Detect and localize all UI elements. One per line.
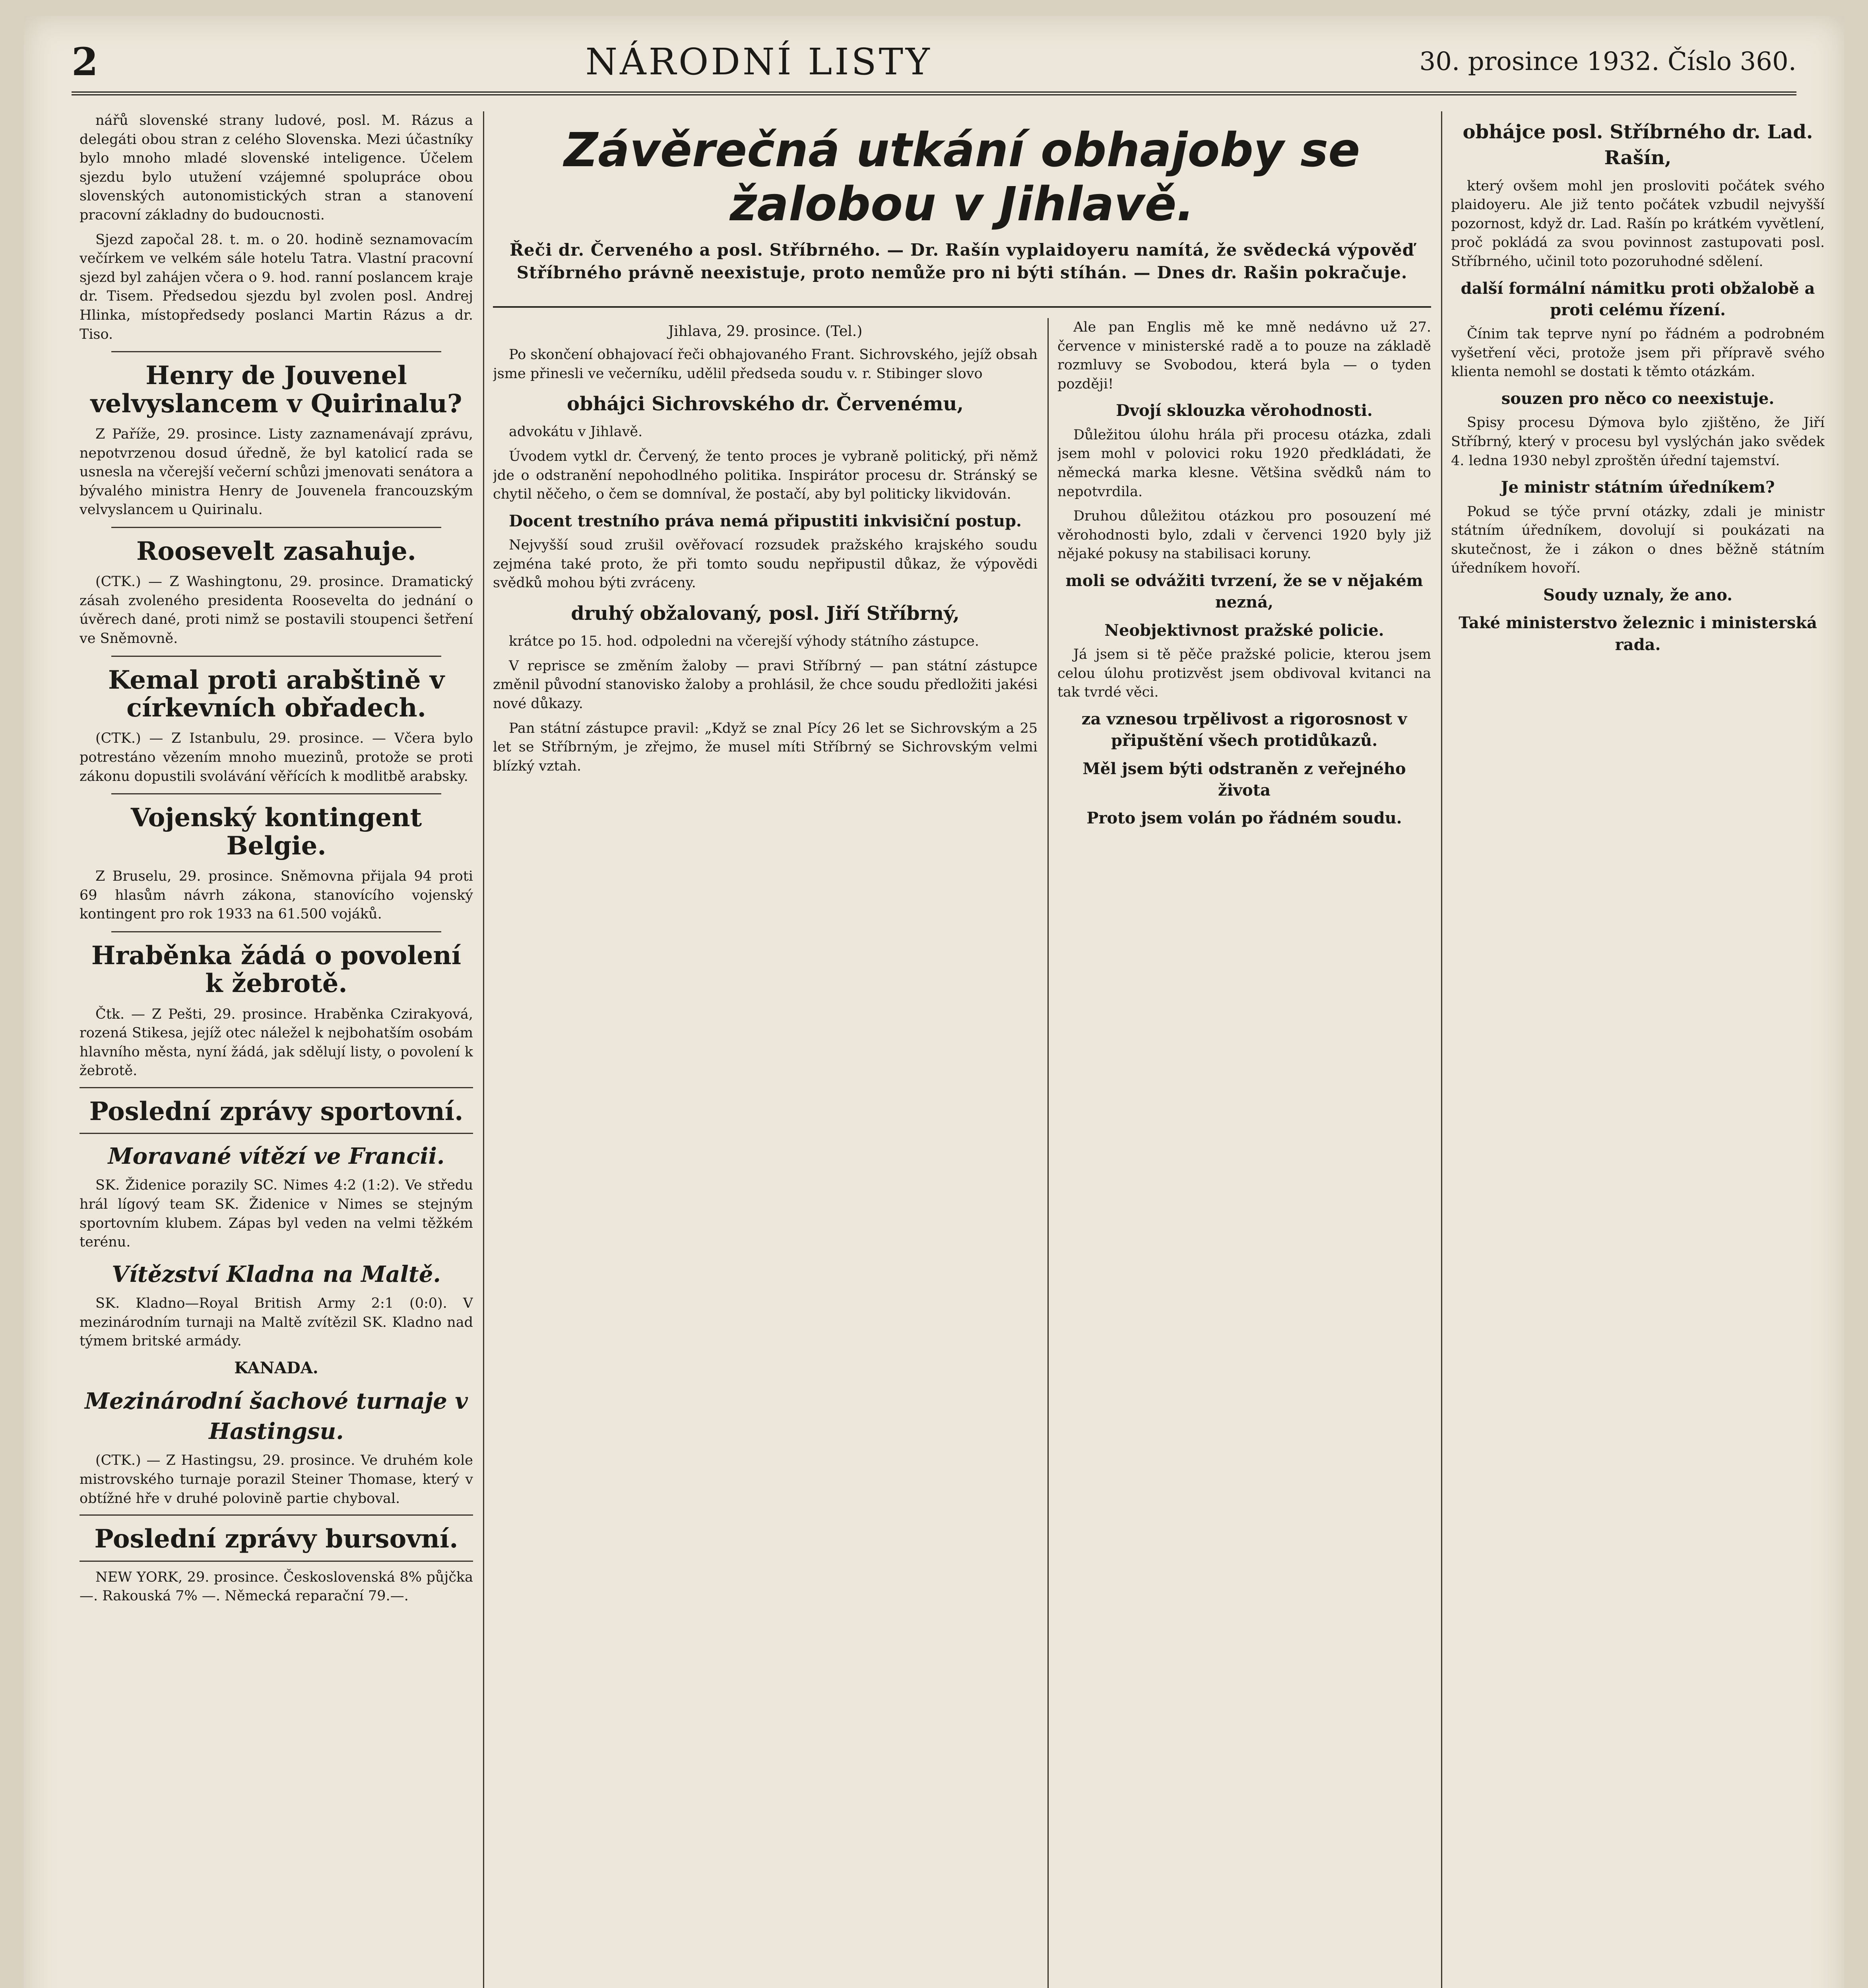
- newspaper-page: [24, 16, 1844, 1988]
- article-text: (CTK.) — Z Istanbulu, 29. prosince. — Včera bylo potrestáno vězením mnoho muezinů, protože se proti zákonu dopustili svolávání věřících k modlitbě arabsky.: [80, 730, 473, 784]
- subheadline: obhájci Sichrovského dr. Červenému,: [567, 393, 964, 415]
- subheadline: Neobjektivnost pražské policie.: [1104, 621, 1384, 640]
- subheadline: Je ministr státním úředníkem?: [1501, 478, 1775, 497]
- article-text: Pan státní zástupce pravil: „Když se znal Pícy 26 let se Sichrovským a 25 let se Stříbrným, je zřejmo, že musel míti Stříbrný se Sichrovským velmi blízký vztah.: [493, 720, 1038, 774]
- article-text: Z Paříže, 29. prosince. Listy zaznamenávají zprávu, nepotvrzenou dosud úředně, že byl katolicí rada se usnesla na včerejší večerní schůzi jmenovati senátora a bývalého ministra Henry de Jouvenela francouzským velvyslancem u Quirinalu.: [80, 426, 473, 518]
- headline: Mezinárodní šachové turnaje v Hastingsu.: [85, 1388, 468, 1445]
- article-text: (CTK.) — Z Washingtonu, 29. prosince. Dramatický zásah zvoleného presidenta Roosevelta do jednání o úvěrech dané, proti nimž se postavili stoupenci šetření ve Sněmovně.: [80, 574, 473, 647]
- column-3: [1057, 318, 1431, 1988]
- article-text: Úvodem vytkl dr. Červený, že tento proces je vybraně politický, při němž jde o odstranění nepohodlného politika. Inspirátor procesu dr. Stránský se chytil něčeho, o čem se domníval, že postačí, aby byl politicky likvidován.: [493, 448, 1038, 503]
- article-text: Po skončení obhajovací řeči obhajovaného Frant. Sichrovského, jejíž obsah jsme přinesli ve večerníku, udělil předseda soudu v. r. Stibinger slovo: [493, 346, 1038, 382]
- column-1: [80, 111, 473, 1988]
- column-4: [1451, 111, 1825, 1988]
- article-text: Z Bruselu, 29. prosince. Sněmovna přijala 94 proti 69 hlasům návrh zákona, stanovícího vojenský kontingent pro rok 1933 na 61.500 vojáků.: [80, 868, 473, 922]
- section-box: [80, 1087, 473, 1134]
- article-text: Nejvyšší soud zrušil ověřovací rozsudek pražského krajského soudu zejména také proto, že při tomto soudu nepřipustil důkaz, že výpovědi svědků mohou býti zvráceny.: [493, 537, 1038, 591]
- divider: [111, 931, 441, 932]
- headline: Roosevelt zasahuje.: [136, 536, 416, 566]
- subheadline: Měl jsem býti odstraněn z veřejného života: [1082, 759, 1406, 800]
- article-text: nářů slovenské strany ludové, posl. M. Rázus a delegáti obou stran z celého Slovenska. Mezi účastníky bylo mnoho mladé slovenské inteligence. Účelem sjezdu bylo utužení vzájemné spolupráce obou slovenských autonomistických stran a stanovení pracovní základny do budoucnosti.: [80, 113, 473, 223]
- article-text: Čínim tak teprve nyní po řádném a podrobném vyšetření věci, protože jsem při přípravě svého klienta nemohl se dostati k těmto otázkám.: [1451, 326, 1825, 380]
- subheadline: souzen pro něco co neexistuje.: [1501, 389, 1775, 408]
- article-text: Důležitou úlohu hrála při procesu otázka, zdali jsem mohl v polovici roku 1920 předkládati, že německá marka klesne. Většina svědků nám to nepotvrdila.: [1057, 427, 1431, 500]
- main-subheadline: Řeči dr. Červeného a posl. Stříbrného. — Dr. Rašín vyplaidoyeru namítá, že svědecká výpověď Stříbrného právně neexistuje, proto nemůže pro ni býti stíhán. — Dnes dr. Rašin pokračuje.: [510, 240, 1414, 283]
- article-text: Druhou důležitou otázkou pro posouzení mé věrohodnosti bylo, zdali v červenci 1920 byly již nějaké pokusy na stabilisaci koruny.: [1057, 508, 1431, 562]
- newspaper-title: NÁRODNÍ LISTY: [585, 40, 932, 83]
- section-headline: Poslední zprávy bursovní.: [94, 1524, 458, 1554]
- article-text: (CTK.) — Z Hastingsu, 29. prosince. Ve druhém kole mistrovského turnaje porazil Steiner Thomase, který v obtížné hře v druhé polovině partie chyboval.: [80, 1452, 473, 1507]
- subheadline: další formální námitku proti obžalobě a proti celému řízení.: [1461, 279, 1815, 319]
- subheadline: druhý obžalovaný, posl. Jiří Stříbrný,: [571, 602, 960, 625]
- headline: Kemal proti arabštině v církevních obřadech.: [108, 665, 445, 723]
- article-text: V reprisce se změním žaloby — pravi Stříbrný — pan státní zástupce změnil původní stanovisko žaloby a prohlásil, že chce soudu předložiti jakési nové důkazy.: [493, 658, 1038, 712]
- main-headline: Závěrečná utkání obhajoby se žalobou v Jihlavě.: [564, 122, 1360, 231]
- headline: Vítězství Kladna na Maltě.: [112, 1261, 441, 1287]
- main-article-banner: [493, 111, 1431, 308]
- subheadline: Docent trestního práva nemá připustiti inkvisiční postup.: [509, 511, 1022, 530]
- subheadline: za vznesou trpělivost a rigorosnost v připuštění všech protidůkazů.: [1081, 709, 1407, 750]
- subheadline: obhájce posl. Stříbrného dr. Lad. Rašín,: [1463, 121, 1813, 169]
- article-text: který ovšem mohl jen prosloviti počátek svého plaidoyeru. Ale již tento počátek vzbudil nejvyšší pozornost, když dr. Lad. Rašín po krátkém vyvětlení, proč pokládá za svou povinnost zastupovati posl. Stříbrného, učinil toto pozoruhodné sdělení.: [1451, 178, 1825, 270]
- article-text: Čtk. — Z Pešti, 29. prosince. Hraběnka Czirakyová, rozená Stikesa, jejíž otec náležel k nejbohatším osobám hlavního města, nyní žádá, jak sdělují listy, o povolení k žebrotě.: [80, 1006, 473, 1079]
- issue-date: 30. prosince 1932. Číslo 360.: [1419, 47, 1796, 76]
- article-text: SK. Kladno—Royal British Army 2:1 (0:0). V mezinárodním turnaji na Maltě zvítězil SK. Kladno nad týmem britské armády.: [80, 1295, 473, 1349]
- column-2: [493, 318, 1038, 1988]
- article-text: Ale pan Englis mě ke mně nedávno už 27. července v ministerské radě a to pouze na základě rozmluvy se Svobodou, která byla — o tyden později!: [1057, 319, 1431, 392]
- subheadline: Dvojí sklouzka věrohodnosti.: [1116, 401, 1373, 420]
- headline: Moravané vítězí ve Francii.: [108, 1143, 445, 1170]
- subheadline: Proto jsem volán po řádném soudu.: [1086, 809, 1402, 828]
- article-text: Já jsem si tě pěče pražské policie, kterou jsem celou úlohu protizvěst jsem obdivoval kvitanci na tak tvrdé věci.: [1057, 646, 1431, 701]
- article-text: SK. Židenice porazily SC. Nimes 4:2 (1:2). Ve středu hrál lígový team SK. Židenice v Nimes se stejným sportovním klubem. Zápas byl veden na velmi těžkém terénu.: [80, 1177, 473, 1250]
- divider: [111, 527, 441, 528]
- section-headline: Poslední zprávy sportovní.: [89, 1096, 464, 1126]
- column-rule: [483, 111, 484, 1988]
- subheadline: Také ministerstvo železnic i ministerská rada.: [1459, 613, 1817, 654]
- article-text: advokátu v Jihlavě.: [509, 424, 643, 440]
- headline: Hraběnka žádá o povolení k žebrotě.: [91, 940, 462, 999]
- headline: Vojenský kontingent Belgie.: [130, 803, 422, 861]
- headline: Henry de Jouvenel velvyslancem v Quirinalu?: [90, 361, 462, 419]
- page-number: 2: [72, 39, 98, 84]
- section-box: [80, 1514, 473, 1561]
- column-rule: [1047, 318, 1049, 1988]
- subheadline: Soudy uznaly, že ano.: [1543, 586, 1733, 604]
- subheadline: KANADA.: [234, 1358, 318, 1377]
- article-text: Spisy procesu Dýmova bylo zjištěno, že Jiří Stříbrný, který v procesu byl vyslýchán jako svědek 4. ledna 1930 nebyl zproštěn úřední tajemství.: [1451, 415, 1825, 469]
- divider: [111, 656, 441, 657]
- dateline: Jihlava, 29. prosince. (Tel.): [668, 323, 863, 340]
- divider: [111, 351, 441, 352]
- article-text: NEW YORK, 29. prosince. Československá 8% půjčka —. Rakouská 7% —. Německá reparační 79.—.: [80, 1569, 473, 1604]
- article-text: krátce po 15. hod. odpoledni na včerejší výhody státního zástupce.: [509, 633, 979, 650]
- article-text: Sjezd započal 28. t. m. o 20. hodině seznamovacím večírkem ve velkém sále hotelu Tatra. Vlastní pracovní sjezd byl zahájen včera o 9. hod. ranní poslancem kraje dr. Tisem. Předsedou sjezdu byl zvolen posl. Andrej Hlinka, místopředsedy poslanci Martin Rázus a dr. Tiso.: [80, 231, 473, 342]
- masthead: [72, 32, 1796, 95]
- article-text: Pokud se týče první otázky, zdali je ministr státním úředníkem, dovolují si poukázati na skutečnost, že i zákon o dnes běžně státním úředníkem hovoří.: [1451, 503, 1825, 577]
- column-rule: [1441, 111, 1442, 1988]
- divider: [111, 793, 441, 794]
- subheadline: moli se odvážiti tvrzení, že se v nějakém nezná,: [1065, 571, 1423, 612]
